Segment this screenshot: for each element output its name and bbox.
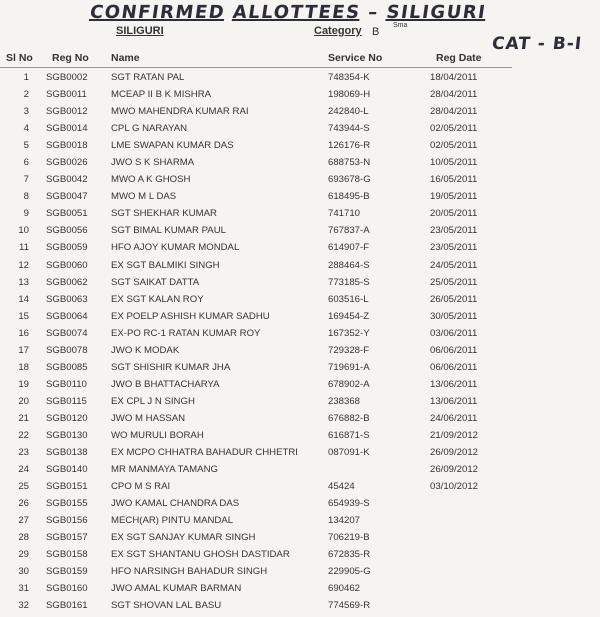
cell-reg-no: SGB0011 <box>46 89 87 101</box>
cell-service-no: 126176-R <box>328 140 371 152</box>
cell-service-no: 603516-L <box>328 293 369 305</box>
cell-reg-date: 21/09/2012 <box>430 429 479 441</box>
cell-sl-no: 14 <box>18 293 29 305</box>
cell-sl-no: 27 <box>18 515 29 527</box>
cell-sl-no: 19 <box>18 378 29 390</box>
cell-reg-no: SGB0085 <box>46 361 88 373</box>
cell-sl-no: 3 <box>23 106 29 118</box>
cell-reg-no: SGB0151 <box>46 481 88 493</box>
cell-reg-no: SGB0110 <box>46 378 87 390</box>
cell-reg-date: 25/05/2011 <box>430 276 478 288</box>
cell-reg-date: 30/05/2011 <box>430 310 478 322</box>
column-header-service-no: Service No <box>328 52 383 64</box>
cell-reg-date: 02/05/2011 <box>430 140 478 152</box>
cell-sl-no: 29 <box>18 549 29 561</box>
cell-sl-no: 9 <box>23 208 29 220</box>
table-row <box>0 495 600 512</box>
cell-sl-no: 22 <box>18 429 29 441</box>
cell-sl-no: 25 <box>18 481 29 493</box>
cell-reg-date: 24/06/2011 <box>430 412 478 424</box>
cell-service-no: 616871-S <box>328 429 370 441</box>
column-header-reg-no: Reg No <box>52 52 89 64</box>
cell-service-no: 676882-B <box>328 412 370 424</box>
cell-service-no: 741710 <box>328 208 361 220</box>
cell-service-no: 774569-R <box>328 600 371 612</box>
cell-name: EX POELP ASHISH KUMAR SADHU <box>111 310 270 322</box>
cell-reg-date: 24/05/2011 <box>430 259 478 271</box>
table-row <box>0 222 600 239</box>
cell-name: LME SWAPAN KUMAR DAS <box>111 140 234 152</box>
table-row <box>0 103 600 120</box>
cell-sl-no: 21 <box>18 412 29 424</box>
cell-name: SGT RATAN PAL <box>111 72 185 83</box>
table-row <box>0 410 600 427</box>
cell-sl-no: 10 <box>18 225 29 237</box>
cell-sl-no: 20 <box>18 395 29 407</box>
cell-reg-no: SGB0138 <box>46 447 88 459</box>
cell-name: JWO K MODAK <box>111 344 180 356</box>
table-row <box>0 546 600 563</box>
cell-sl-no: 30 <box>18 566 29 578</box>
cell-reg-date: 23/05/2011 <box>430 225 478 237</box>
cell-reg-no: SGB0074 <box>46 327 88 339</box>
table-row <box>0 239 600 256</box>
cell-service-no: 614907-F <box>328 242 370 254</box>
table-row <box>0 69 600 86</box>
cell-reg-date: 28/04/2011 <box>430 106 478 118</box>
cell-service-no: 678902-A <box>328 378 370 390</box>
cell-reg-no: SGB0160 <box>46 583 88 595</box>
cell-sl-no: 8 <box>23 191 29 203</box>
table-row <box>0 376 600 393</box>
cell-reg-no: SGB0158 <box>46 549 88 561</box>
table-row <box>0 308 600 325</box>
table-row <box>0 580 600 597</box>
cell-reg-date: 10/05/2011 <box>430 157 478 169</box>
cell-name: HFO AJOY KUMAR MONDAL <box>111 242 240 254</box>
cell-reg-no: SGB0156 <box>46 515 88 527</box>
cell-service-no: 169454-Z <box>328 310 370 322</box>
cell-sl-no: 18 <box>18 361 29 373</box>
table-row <box>0 478 600 495</box>
cell-service-no: 618495-B <box>328 191 370 203</box>
cell-reg-date: 13/06/2011 <box>430 378 478 390</box>
cell-reg-no: SGB0018 <box>46 140 88 152</box>
cell-reg-no: SGB0059 <box>46 242 88 254</box>
cell-name: MWO MAHENDRA KUMAR RAI <box>111 106 249 118</box>
cell-reg-no: SGB0014 <box>46 123 88 135</box>
handwritten-title: CONFIRMED ALLOTTEES – SILIGURI <box>88 2 488 23</box>
cell-reg-no: SGB0012 <box>46 106 88 118</box>
table-row <box>0 563 600 580</box>
cell-name: EX MCPO CHHATRA BAHADUR CHHETRI <box>111 447 298 459</box>
cell-sl-no: 12 <box>18 259 29 271</box>
cell-name: JWO KAMAL CHANDRA DAS <box>111 498 240 510</box>
table-row <box>0 342 600 359</box>
table-row <box>0 257 600 274</box>
cell-service-no: 654939-S <box>328 498 370 510</box>
cell-sl-no: 28 <box>18 532 29 544</box>
cell-service-no: 134207 <box>328 515 361 527</box>
cell-service-no: 167352-Y <box>328 327 370 339</box>
cell-reg-date: 13/06/2011 <box>430 395 478 407</box>
table-row <box>0 512 600 529</box>
cell-reg-date: 28/04/2011 <box>430 89 478 101</box>
cell-reg-no: SGB0042 <box>46 174 88 186</box>
cell-service-no: 242840-L <box>328 106 369 118</box>
cell-sl-no: 17 <box>18 344 29 356</box>
cell-sl-no: 23 <box>18 447 29 459</box>
cell-sl-no: 2 <box>23 89 29 101</box>
cell-reg-date: 23/05/2011 <box>430 242 478 254</box>
cell-reg-date: 06/06/2011 <box>430 361 478 373</box>
category-label: Category <box>314 25 362 37</box>
header-divider <box>0 67 512 68</box>
cell-name: JWO B BHATTACHARYA <box>111 378 220 390</box>
cell-service-no: 767837-A <box>328 225 370 237</box>
cell-sl-no: 31 <box>18 583 29 595</box>
cell-service-no: 693678-G <box>328 174 371 186</box>
cell-name: MWO A K GHOSH <box>111 174 191 186</box>
cell-service-no: 688753-N <box>328 157 371 169</box>
cell-name: SGT SHISHIR KUMAR JHA <box>111 361 231 373</box>
handwritten-title-siliguri: SILIGURI <box>385 2 488 23</box>
cell-name: CPO M S RAI <box>111 481 171 493</box>
cell-sl-no: 5 <box>23 140 29 152</box>
table-row <box>0 188 600 205</box>
cell-name: HFO NARSINGH BAHADUR SINGH <box>111 566 268 578</box>
cell-name: JWO M HASSAN <box>111 412 186 424</box>
cell-name: MECH(AR) PINTU MANDAL <box>111 515 234 527</box>
cell-reg-date: 26/09/2012 <box>430 464 479 476</box>
cell-reg-no: SGB0056 <box>46 225 88 237</box>
cell-name: CPL G NARAYAN <box>111 123 188 135</box>
cell-name: JWO S K SHARMA <box>111 157 195 169</box>
cell-reg-date: 20/05/2011 <box>430 208 478 220</box>
cell-reg-no: SGB0161 <box>46 600 88 612</box>
cell-service-no: 729328-F <box>328 344 370 356</box>
cell-name: MR MANMAYA TAMANG <box>111 464 218 476</box>
cell-sl-no: 7 <box>23 174 29 186</box>
cell-name: EX SGT SHANTANU GHOSH DASTIDAR <box>111 549 290 561</box>
cell-reg-no: SGB0047 <box>46 191 88 203</box>
cell-reg-no: SGB0002 <box>46 72 88 83</box>
table-row <box>0 529 600 546</box>
cell-reg-date: 18/04/2011 <box>430 72 478 83</box>
table-row <box>0 461 600 478</box>
cell-reg-no: SGB0064 <box>46 310 88 322</box>
cell-reg-no: SGB0078 <box>46 344 88 356</box>
cell-name: SGT SHOVAN LAL BASU <box>111 600 222 612</box>
cell-reg-no: SGB0062 <box>46 276 88 288</box>
cell-sl-no: 15 <box>18 310 29 322</box>
cell-name: MWO M L DAS <box>111 191 177 203</box>
handwritten-category-note: CAT - B-I <box>490 34 584 54</box>
table-row <box>0 291 600 308</box>
cell-name: SGT SAIKAT DATTA <box>111 276 200 288</box>
category-mark: Sma <box>393 22 408 29</box>
cell-sl-no: 32 <box>18 600 29 612</box>
cell-name: SGT SHEKHAR KUMAR <box>111 208 217 220</box>
table-row <box>0 444 600 461</box>
cell-reg-date: 06/06/2011 <box>430 344 478 356</box>
cell-reg-no: SGB0130 <box>46 429 88 441</box>
cell-reg-no: SGB0115 <box>46 395 87 407</box>
cell-service-no: 706219-B <box>328 532 370 544</box>
cell-reg-no: SGB0026 <box>46 157 88 169</box>
cell-name: EX SGT BALMIKI SINGH <box>111 259 220 271</box>
cell-sl-no: 1 <box>23 72 29 83</box>
cell-name: JWO AMAL KUMAR BARMAN <box>111 583 242 595</box>
cell-name: EX-PO RC-1 RATAN KUMAR ROY <box>111 327 261 339</box>
column-header-reg-date: Reg Date <box>436 52 482 64</box>
cell-name: EX SGT SANJAY KUMAR SINGH <box>111 532 256 544</box>
cell-service-no: 288464-S <box>328 259 370 271</box>
table-row <box>0 325 600 342</box>
cell-service-no: 690462 <box>328 583 361 595</box>
table-row <box>0 597 600 614</box>
location-heading: SILIGURI <box>116 25 164 37</box>
cell-service-no: 672835-R <box>328 549 371 561</box>
cell-service-no: 719691-A <box>328 361 370 373</box>
cell-sl-no: 16 <box>18 327 29 339</box>
cell-service-no: 748354-K <box>328 72 370 83</box>
cell-reg-no: SGB0140 <box>46 464 88 476</box>
table-row <box>0 359 600 376</box>
cell-name: MCEAP II B K MISHRA <box>111 89 212 101</box>
cell-reg-date: 26/05/2011 <box>430 293 478 305</box>
cell-sl-no: 13 <box>18 276 29 288</box>
cell-reg-no: SGB0155 <box>46 498 88 510</box>
table-row <box>0 393 600 410</box>
cell-name: WO MURULI BORAH <box>111 429 204 441</box>
cell-service-no: 45424 <box>328 481 355 493</box>
column-headers <box>0 52 600 66</box>
cell-reg-no: SGB0157 <box>46 532 88 544</box>
table-row <box>0 205 600 222</box>
cell-sl-no: 11 <box>19 242 29 254</box>
cell-reg-no: SGB0063 <box>46 293 88 305</box>
column-header-name: Name <box>111 52 140 64</box>
cell-service-no: 773185-S <box>328 276 370 288</box>
cell-sl-no: 24 <box>18 464 29 476</box>
table-row <box>0 171 600 188</box>
cell-service-no: 198069-H <box>328 89 371 101</box>
cell-reg-date: 02/05/2011 <box>430 123 478 135</box>
cell-service-no: 238368 <box>328 395 361 407</box>
cell-reg-date: 26/09/2012 <box>430 447 479 459</box>
column-header-sl-no: Sl No <box>6 52 33 64</box>
cell-reg-date: 19/05/2011 <box>430 191 478 203</box>
cell-reg-no: SGB0060 <box>46 259 88 271</box>
category-value: B <box>372 26 380 38</box>
cell-reg-no: SGB0051 <box>46 208 88 220</box>
cell-service-no: 743944-S <box>328 123 370 135</box>
cell-reg-date: 03/10/2012 <box>430 481 479 493</box>
handwritten-title-confirmed: CONFIRMED <box>88 2 227 23</box>
cell-reg-no: SGB0120 <box>46 412 88 424</box>
table-row <box>0 120 600 137</box>
cell-name: EX CPL J N SINGH <box>111 395 195 407</box>
cell-reg-no: SGB0159 <box>46 566 88 578</box>
cell-name: EX SGT KALAN ROY <box>111 293 204 305</box>
cell-sl-no: 26 <box>18 498 29 510</box>
cell-sl-no: 6 <box>23 157 29 169</box>
allottee-table <box>0 69 600 615</box>
handwritten-title-allottees: ALLOTTEES <box>231 2 362 23</box>
table-row <box>0 154 600 171</box>
cell-sl-no: 4 <box>23 123 29 135</box>
table-row <box>0 86 600 103</box>
table-row <box>0 137 600 154</box>
cell-reg-date: 16/05/2011 <box>430 174 478 186</box>
cell-name: SGT BIMAL KUMAR PAUL <box>111 225 226 237</box>
cell-service-no: 087091-K <box>328 447 370 459</box>
table-row <box>0 274 600 291</box>
cell-reg-date: 03/06/2011 <box>430 327 478 339</box>
cell-service-no: 229905-G <box>328 566 371 578</box>
table-row <box>0 427 600 444</box>
